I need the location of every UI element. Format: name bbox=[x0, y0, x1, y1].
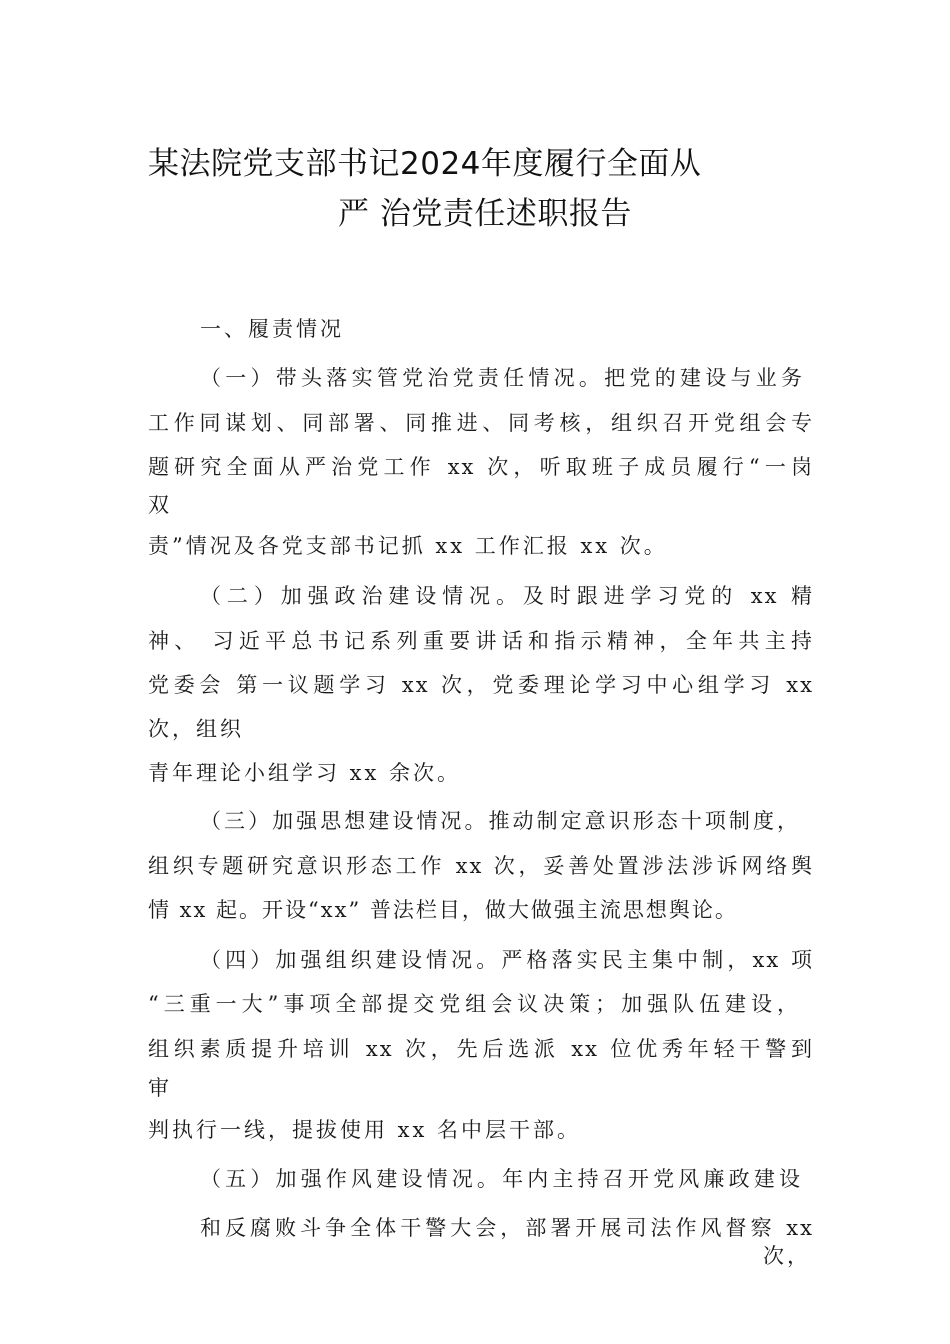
document-title-line-2: 严 治党责任述职报告 bbox=[338, 196, 632, 232]
para1-line-1: （一）带头落实管党治党责任情况。把党的建设与业务 bbox=[200, 366, 804, 390]
para2-line-2: 神、 习近平总书记系列重要讲话和指示精神，全年共主持 bbox=[148, 629, 814, 653]
para4-line-5: 判执行一线，提拔使用 xx 名中层干部。 bbox=[148, 1118, 582, 1142]
para2-line-3: 党委会 第一议题学习 xx 次，党委理论学习中心组学习 xx bbox=[148, 673, 814, 697]
para5-line-1: （五）加强作风建设情况。年内主持召开党风廉政建设 bbox=[200, 1167, 802, 1191]
para1-line-2: 工作同谋划、同部署、同推进、同考核，组织召开党组会专 bbox=[148, 411, 814, 435]
para4-line-1: （四）加强组织建设情况。严格落实民主集中制，xx 项 bbox=[200, 948, 814, 972]
para3-line-2: 组织专题研究意识形态工作 xx 次，妥善处置涉法涉诉网络舆 bbox=[148, 854, 814, 878]
para2-line-1: （二）加强政治建设情况。及时跟进学习党的 xx 精 bbox=[200, 584, 814, 608]
para4-line-2: “三重一大”事项全部提交党组会议决策；加强队伍建设， bbox=[148, 992, 800, 1016]
para4-line-4: 审 bbox=[148, 1076, 172, 1100]
section-heading: 一、履责情况 bbox=[200, 317, 344, 341]
para5-line-3: 次， bbox=[763, 1244, 811, 1268]
document-title-line-1: 某法院党支部书记2024年度履行全面从 bbox=[148, 146, 702, 182]
para3-line-1: （三）加强思想建设情况。推动制定意识形态十项制度， bbox=[200, 809, 800, 833]
para2-line-5: 青年理论小组学习 xx 余次。 bbox=[148, 761, 462, 785]
para5-line-2: 和反腐败斗争全体干警大会，部署开展司法作风督察 xx bbox=[200, 1216, 814, 1240]
para1-line-4: 双 bbox=[148, 493, 172, 517]
para1-line-3: 题研究全面从严治党工作 xx 次，听取班子成员履行“一岗 bbox=[148, 455, 814, 479]
para4-line-3: 组织素质提升培训 xx 次，先后选派 xx 位优秀年轻干警到 bbox=[148, 1037, 814, 1061]
para1-line-5: 责”情况及各党支部书记抓 xx 工作汇报 xx 次。 bbox=[148, 534, 668, 558]
para2-line-4: 次，组织 bbox=[148, 717, 244, 741]
para3-line-3: 情 xx 起。开设“xx” 普法栏目，做大做强主流思想舆论。 bbox=[148, 898, 738, 922]
